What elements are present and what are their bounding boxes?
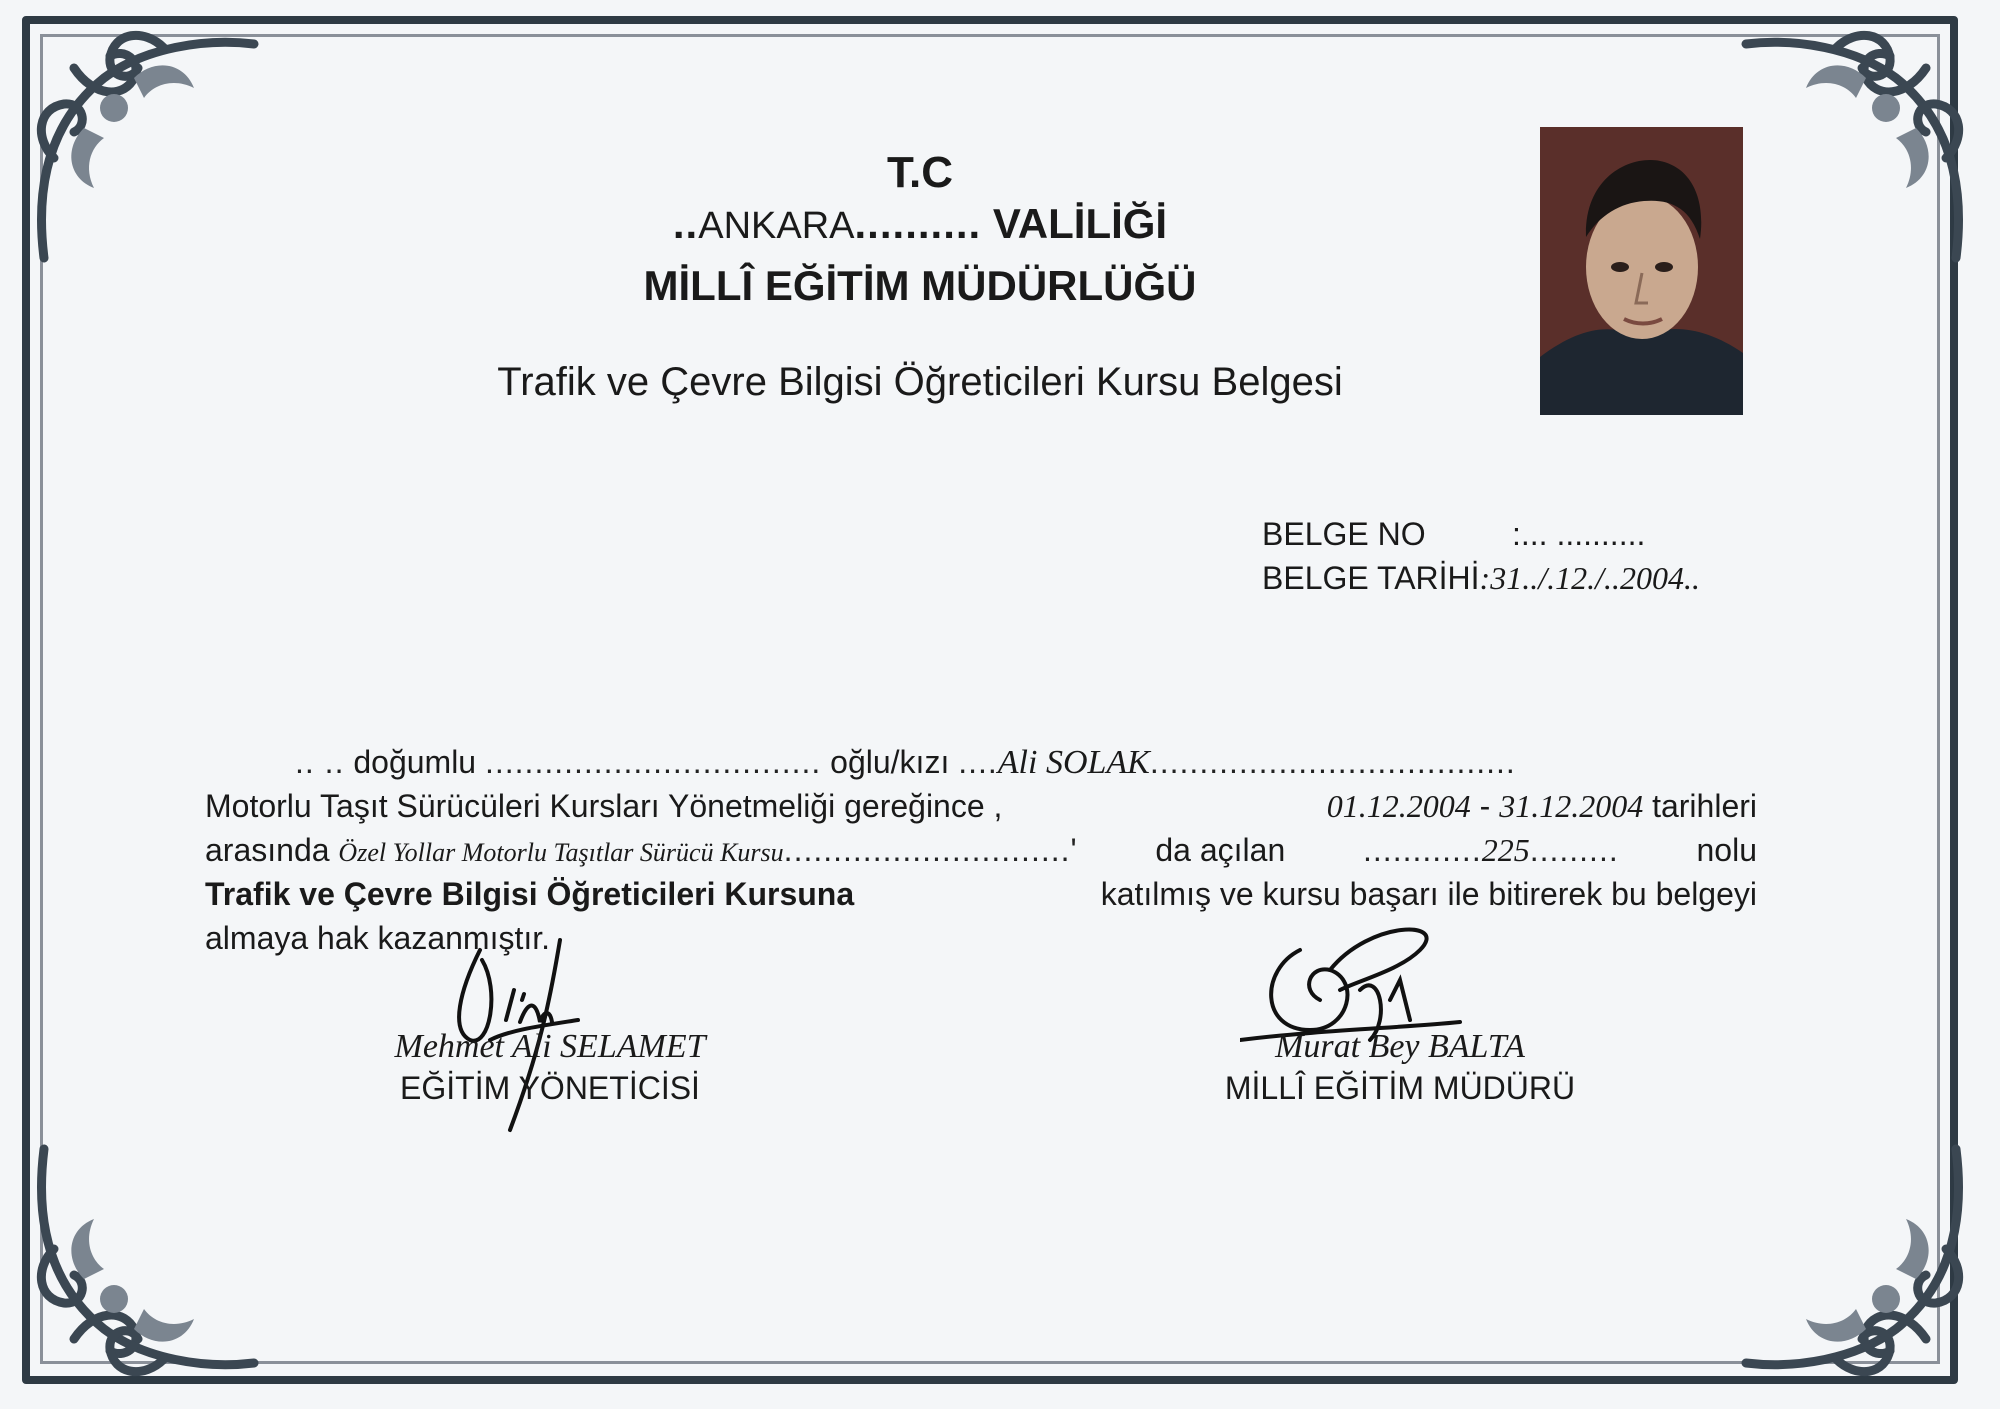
course-bold-phrase: Trafik ve Çevre Bilgisi Öğreticileri Kursuna — [205, 876, 855, 912]
ornamental-corner-icon — [1726, 1139, 1986, 1399]
body-line-1 — [205, 740, 1757, 785]
no-dots-post: ......... — [1529, 832, 1619, 868]
ornamental-corner-icon — [14, 1139, 274, 1399]
course-number: 225 — [1481, 832, 1530, 868]
header-mudurluk: MİLLÎ EĞİTİM MÜDÜRLÜĞÜ — [643, 262, 1197, 309]
dogumlu-label: doğumlu — [353, 744, 477, 780]
no-dots-pre: ............ — [1363, 832, 1482, 868]
date-separator: - — [1479, 788, 1491, 824]
belge-tarihi — [1262, 560, 1700, 597]
body-line-3 — [205, 828, 1757, 875]
left-signatory-title: EĞİTİM YÖNETİCİSİ — [400, 1070, 700, 1106]
completion-text: katılmış ve kursu başarı ile bitirerek bu belgeyi — [1100, 876, 1757, 912]
tarihleri-label: tarihleri — [1652, 788, 1757, 824]
name-dots-post: ..................................... — [1149, 744, 1516, 780]
holder-name: Ali SOLAK — [997, 744, 1150, 781]
city-dots-left: .. — [672, 200, 699, 247]
date-from: 01.12.2004 — [1326, 788, 1471, 824]
body-line-5: almaya hak kazanmıştır. — [205, 920, 551, 956]
belge-tarihi-value: :31../.12./..2004.. — [1479, 560, 1700, 596]
belge-tarihi-label: BELGE TARİHİ — [1262, 560, 1480, 596]
portrait-photo — [1540, 127, 1743, 415]
regulation-text: Motorlu Taşıt Sürücüleri Kursları Yönetmeliği gereğince , — [205, 788, 1003, 824]
course-dots: .............................' — [783, 832, 1078, 868]
arasinda-label: arasında — [205, 832, 330, 868]
parent-dots: .................................. — [484, 744, 822, 780]
belge-no-label: BELGE NO — [1262, 516, 1426, 552]
name-dots-pre: .... — [958, 744, 998, 780]
belge-no — [1262, 516, 1645, 553]
date-to: 31.12.2004 — [1499, 788, 1644, 824]
signature-block-right — [1190, 1028, 1610, 1107]
da-acilan-label: da açılan — [1155, 832, 1286, 868]
birth-dots: .. .. — [295, 744, 345, 780]
left-signatory-name: Mehmet Ali SELAMET — [394, 1028, 706, 1065]
signature-block-left — [350, 1028, 750, 1107]
body-line-4 — [205, 872, 1757, 916]
belge-no-value: :... .......... — [1512, 516, 1646, 552]
oglu-kizi-label: oğlu/kızı — [830, 744, 950, 780]
city-dots-right: .......... — [854, 200, 982, 247]
city-name: ANKARA — [698, 205, 855, 247]
right-signatory-title: MİLLÎ EĞİTİM MÜDÜRÜ — [1224, 1070, 1576, 1106]
right-signatory-name: Murat Bey BALTA — [1275, 1028, 1525, 1065]
header-tc: T.C — [887, 148, 953, 197]
valilik-label: VALİLİĞİ — [992, 200, 1168, 247]
course-name: Özel Yollar Motorlu Taşıtlar Sürücü Kursu — [338, 838, 784, 867]
body-line-2 — [205, 784, 1757, 828]
document-title: Trafik ve Çevre Bilgisi Öğreticileri Kursu Belgesi — [497, 360, 1343, 404]
nolu-label: nolu — [1696, 832, 1757, 868]
